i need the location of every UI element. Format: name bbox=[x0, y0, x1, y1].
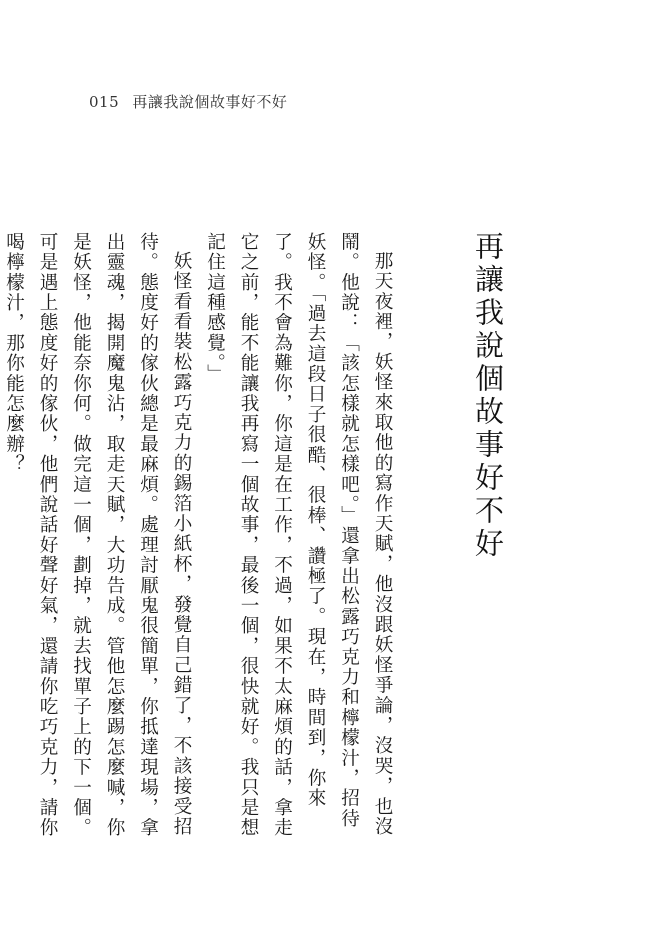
paragraph: 那天夜裡，妖怪來取他的寫作天賦，他沒跟妖怪爭論，沒哭，也沒鬧。他說：「該怎樣就怎樣吧。」還拿出松露巧克力和檸檬汁，招待妖怪。「過去這段日子很酷、很棒、讚極了。現在，時間到，你來了。我不會為難你，你這是在工作，不過，如果不太麻煩的話，拿走它之前，能不能讓我再寫一個故事，最後一個，很快就好。我只是想記住這種感覺。」 bbox=[204, 232, 393, 838]
running-header bbox=[89, 91, 287, 112]
paragraph: 妖怪看看裝松露巧克力的錫箔小紙杯，發覺自己錯了，不該接受招待。態度好的傢伙總是最麻煩。處理討厭鬼很簡單，你抵達現場，拿出靈魂，揭開魔鬼沾，取走天賦，大功告成。管他怎麼踢怎麼喊，你是妖怪，他能奈你何。做完這一個，劃掉，就去找單子上的下一個。可是遇上態度好的傢伙，他們說話好聲好氣，還請你吃巧克力，請你喝檸檬汁，那你能怎麼辦？ bbox=[3, 232, 192, 838]
page-number: 015 bbox=[89, 93, 120, 111]
body-text bbox=[3, 232, 399, 842]
chapter-title: 再讓我說個故事好不好 bbox=[471, 231, 505, 561]
running-title: 再讓我說個故事好不好 bbox=[132, 93, 288, 111]
